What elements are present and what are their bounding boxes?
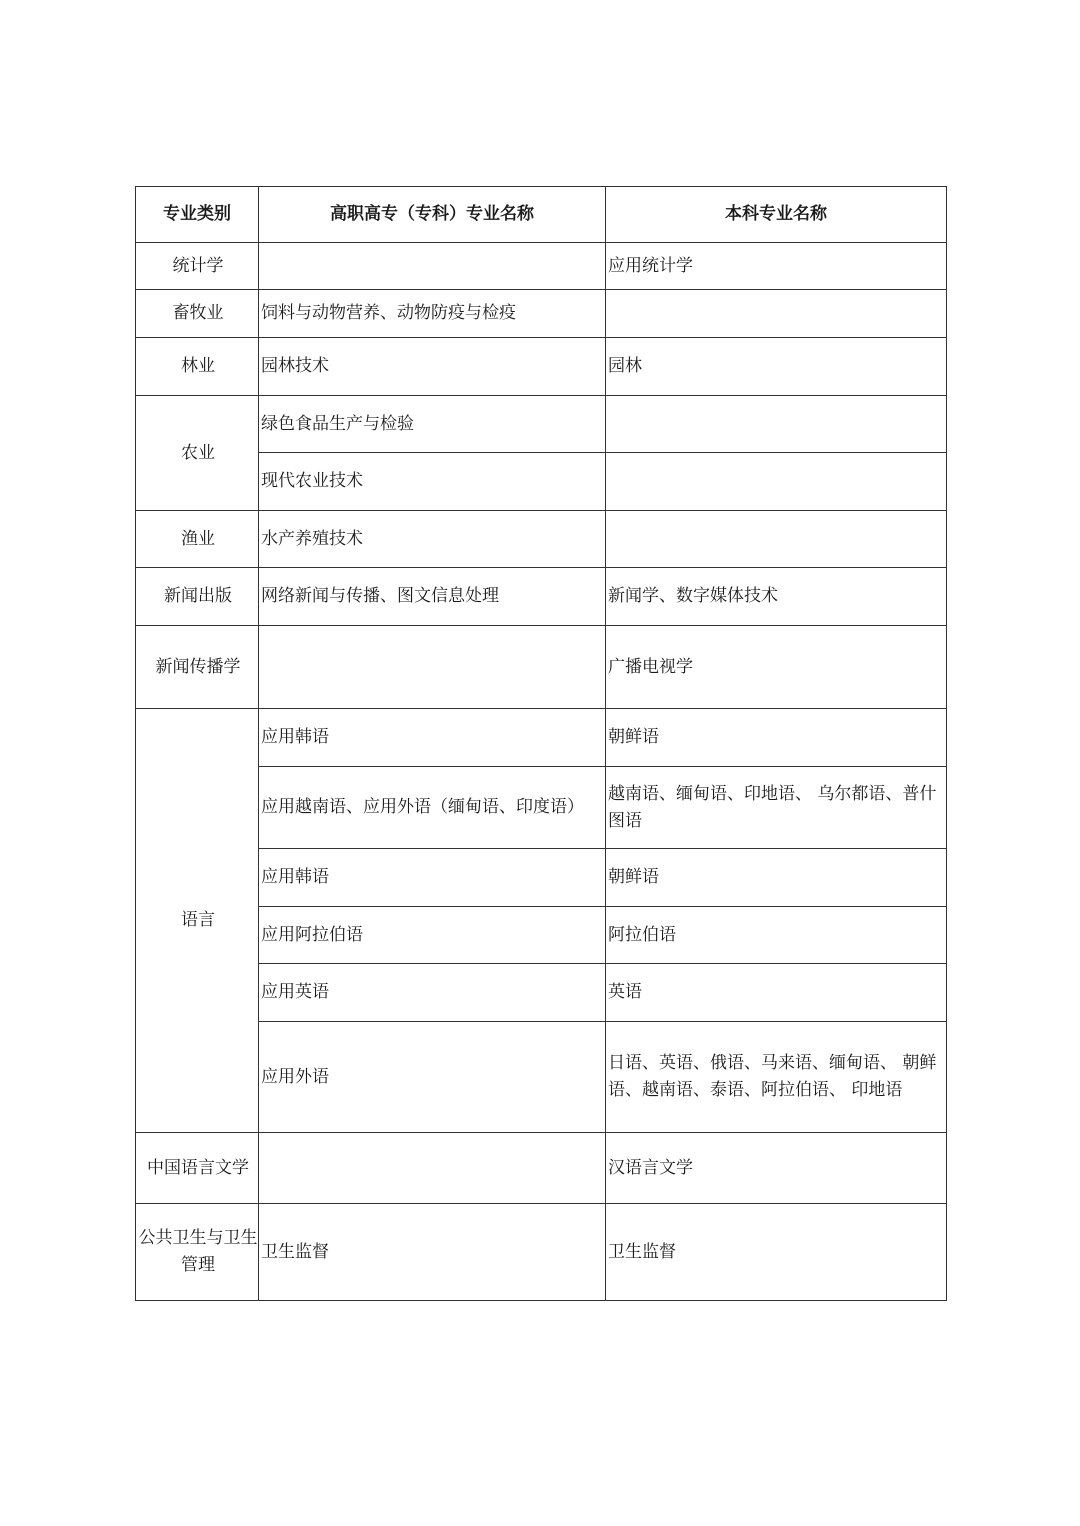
bachelor-cell: 朝鲜语 (606, 849, 947, 907)
category-cell: 统计学 (136, 243, 259, 290)
category-cell: 林业 (136, 338, 259, 396)
bachelor-cell: 广播电视学 (606, 626, 947, 709)
category-cell: 公共卫生与卫生管理 (136, 1204, 259, 1301)
vocational-cell: 现代农业技术 (259, 453, 606, 511)
bachelor-cell: 日语、英语、俄语、马来语、缅甸语、 朝鲜语、越南语、泰语、阿拉伯语、 印地语 (606, 1022, 947, 1133)
category-cell: 中国语言文学 (136, 1133, 259, 1204)
table-header-row (136, 187, 947, 243)
category-cell: 渔业 (136, 511, 259, 568)
vocational-cell: 饲料与动物营养、动物防疫与检疫 (259, 290, 606, 338)
header-category: 专业类别 (136, 187, 259, 243)
vocational-cell (259, 1133, 606, 1204)
bachelor-cell: 汉语言文学 (606, 1133, 947, 1204)
vocational-cell: 应用越南语、应用外语（缅甸语、印度语） (259, 767, 606, 849)
vocational-cell: 绿色食品生产与检验 (259, 396, 606, 453)
category-cell: 新闻传播学 (136, 626, 259, 709)
bachelor-cell (606, 396, 947, 453)
table-row (136, 1133, 947, 1204)
bachelor-cell: 朝鲜语 (606, 709, 947, 767)
bachelor-cell: 英语 (606, 964, 947, 1022)
table-row (136, 511, 947, 568)
vocational-cell: 应用阿拉伯语 (259, 907, 606, 964)
category-cell: 农业 (136, 396, 259, 511)
bachelor-cell: 应用统计学 (606, 243, 947, 290)
vocational-cell: 卫生监督 (259, 1204, 606, 1301)
table-row (136, 709, 947, 767)
header-vocational: 高职高专（专科）专业名称 (259, 187, 606, 243)
table-row (136, 243, 947, 290)
vocational-cell: 应用韩语 (259, 709, 606, 767)
vocational-cell (259, 626, 606, 709)
table-row (136, 290, 947, 338)
vocational-cell (259, 243, 606, 290)
bachelor-cell (606, 290, 947, 338)
table-row (136, 396, 947, 453)
vocational-cell: 应用英语 (259, 964, 606, 1022)
table-row (136, 338, 947, 396)
table-row (136, 626, 947, 709)
vocational-cell: 网络新闻与传播、图文信息处理 (259, 568, 606, 626)
category-cell: 畜牧业 (136, 290, 259, 338)
vocational-cell: 应用外语 (259, 1022, 606, 1133)
vocational-cell: 水产养殖技术 (259, 511, 606, 568)
bachelor-cell: 新闻学、数字媒体技术 (606, 568, 947, 626)
table-row (136, 1204, 947, 1301)
table-row (136, 568, 947, 626)
bachelor-cell: 阿拉伯语 (606, 907, 947, 964)
vocational-cell: 园林技术 (259, 338, 606, 396)
header-bachelor: 本科专业名称 (606, 187, 947, 243)
vocational-cell: 应用韩语 (259, 849, 606, 907)
majors-table (135, 186, 947, 1301)
bachelor-cell: 园林 (606, 338, 947, 396)
bachelor-cell: 越南语、缅甸语、印地语、 乌尔都语、普什图语 (606, 767, 947, 849)
category-cell: 语言 (136, 709, 259, 1133)
category-cell: 新闻出版 (136, 568, 259, 626)
bachelor-cell: 卫生监督 (606, 1204, 947, 1301)
bachelor-cell (606, 453, 947, 511)
bachelor-cell (606, 511, 947, 568)
